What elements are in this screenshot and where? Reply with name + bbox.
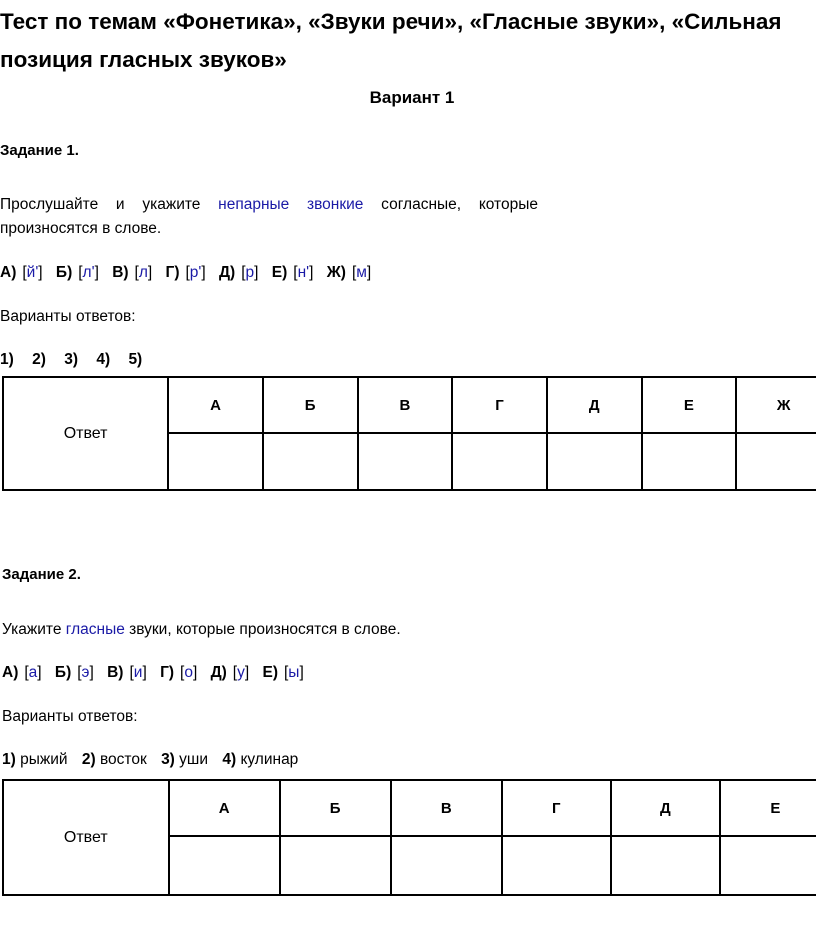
- column-header: А: [169, 780, 280, 836]
- answer-cell[interactable]: [358, 433, 453, 490]
- variant-item: 1) рыжий: [2, 751, 68, 768]
- answer-cell[interactable]: [611, 836, 720, 895]
- variant-number: 4): [96, 351, 111, 368]
- task1-word: укажите: [142, 196, 201, 213]
- answer-cell[interactable]: [720, 836, 816, 895]
- option-item: Б) [э]: [54, 664, 94, 681]
- column-header: Ж: [736, 377, 816, 433]
- task2-heading: Задание 2.: [2, 566, 81, 583]
- answer-label: Ответ: [3, 780, 169, 895]
- variant-item: 2) восток: [81, 751, 147, 768]
- task1-variants-label: Варианты ответов:: [0, 308, 136, 325]
- column-header: А: [168, 377, 263, 433]
- variant-number: 5): [128, 351, 143, 368]
- option-item: Е) [н']: [271, 264, 314, 281]
- option-item: Д) [у]: [210, 664, 250, 681]
- option-item: Д) [р]: [219, 264, 259, 281]
- option-item: Ж) [м]: [326, 264, 372, 281]
- task2-options: [2, 664, 313, 682]
- option-item: В) [л]: [112, 264, 153, 281]
- variant-number: 1): [0, 351, 14, 368]
- page-title: Тест по темам «Фонетика», «Звуки речи», «Гласные звуки», «Сильная позиция гласных звуков»: [0, 9, 782, 72]
- variant-item: 4) кулинар: [222, 751, 299, 768]
- answer-cell[interactable]: [452, 433, 547, 490]
- task1-variants: [0, 351, 142, 369]
- task1-word: Прослушайте: [0, 196, 99, 213]
- task1-highlight-word: звонкие: [307, 196, 364, 213]
- answer-cell[interactable]: [547, 433, 642, 490]
- task1-instruction-line2: произносятся в слове.: [0, 220, 162, 237]
- task1-word: согласные,: [381, 196, 462, 213]
- task1-options: [0, 264, 380, 282]
- option-item: Г) [р']: [165, 264, 206, 281]
- column-header: Г: [452, 377, 547, 433]
- option-item: Е) [ы]: [262, 664, 304, 681]
- task1-highlight-word: непарные: [218, 196, 290, 213]
- answer-cell[interactable]: [168, 433, 263, 490]
- column-header: В: [358, 377, 453, 433]
- task2-answer-table: [2, 779, 816, 896]
- answer-cell[interactable]: [169, 836, 280, 895]
- task1-instruction: [0, 196, 538, 214]
- option-item: В) [и]: [107, 664, 147, 681]
- task2-variants: [2, 751, 298, 769]
- task1-heading: Задание 1.: [0, 142, 79, 159]
- answer-label: Ответ: [3, 377, 168, 490]
- task1-word: и: [115, 196, 125, 213]
- answer-cell[interactable]: [263, 433, 358, 490]
- column-header: Е: [642, 377, 737, 433]
- option-item: Г) [о]: [160, 664, 198, 681]
- variant-number: 2): [32, 351, 46, 368]
- option-item: А) [й']: [0, 264, 43, 281]
- task1-word: которые: [478, 196, 538, 213]
- column-header: Б: [263, 377, 358, 433]
- variant-item: 3) уши: [161, 751, 209, 768]
- option-item: А) [а]: [2, 664, 42, 681]
- answer-cell[interactable]: [642, 433, 737, 490]
- column-header: Б: [280, 780, 391, 836]
- task2-variants-label: Варианты ответов:: [2, 708, 138, 725]
- task1-answer-table: [2, 376, 816, 491]
- answer-cell[interactable]: [502, 836, 611, 895]
- column-header: Д: [547, 377, 642, 433]
- task2-highlight-word: гласные: [65, 621, 125, 638]
- column-header: В: [391, 780, 502, 836]
- answer-cell[interactable]: [280, 836, 391, 895]
- column-header: Д: [611, 780, 720, 836]
- answer-cell[interactable]: [736, 433, 816, 490]
- task2-instruction: Укажите гласные звуки, которые произносятся в слове.: [2, 621, 401, 638]
- option-item: Б) [л']: [55, 264, 99, 281]
- column-header: Е: [720, 780, 816, 836]
- answer-cell[interactable]: [391, 836, 502, 895]
- variant-heading: Вариант 1: [369, 88, 455, 107]
- variant-number: 3): [64, 351, 79, 368]
- column-header: Г: [502, 780, 611, 836]
